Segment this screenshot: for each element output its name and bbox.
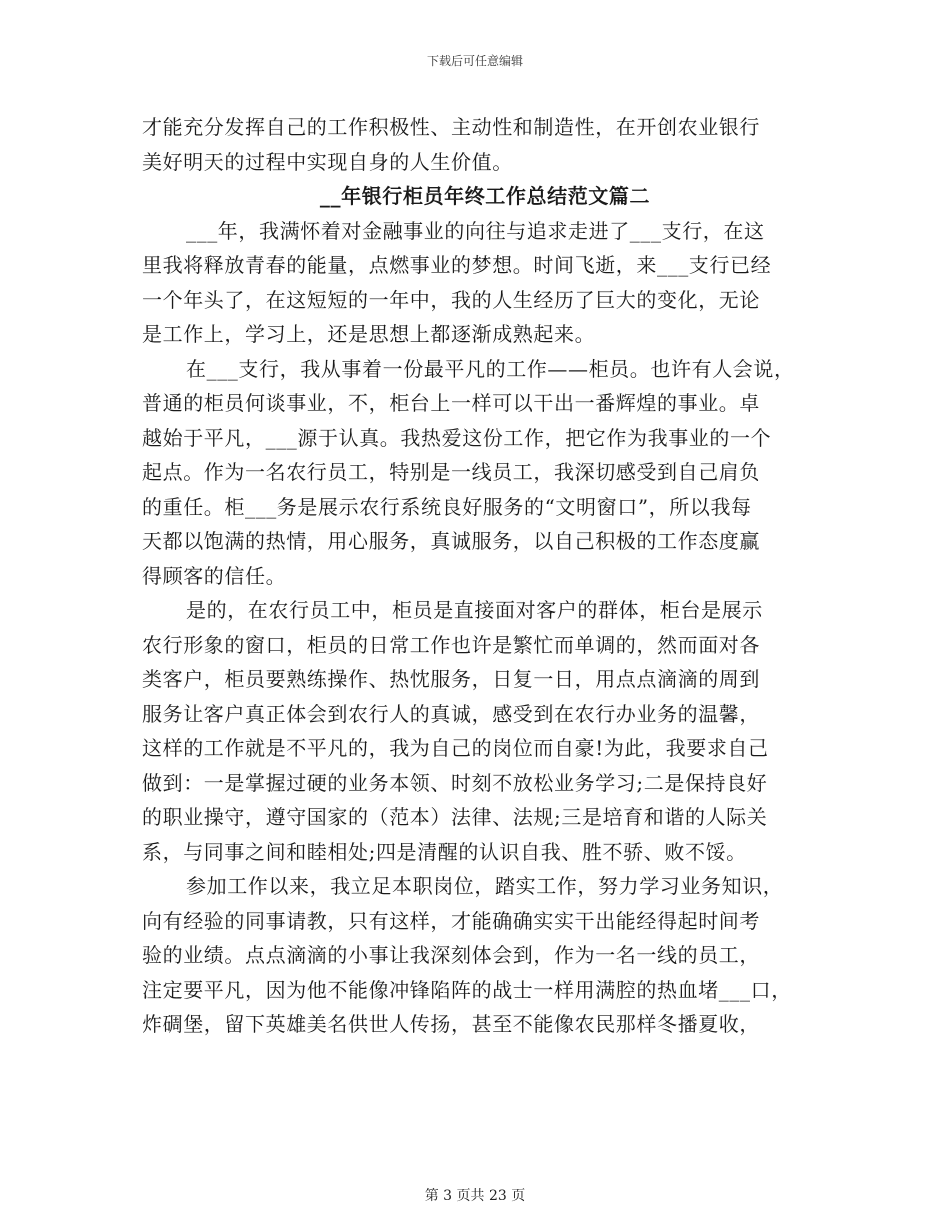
text-line: 这样的工作就是不平凡的，我为自己的岗位而自豪!为此，我要求自己 [142, 736, 769, 760]
text-line: 的职业操守，遵守国家的（范本）法律、法规;三是培育和谐的人际关 [142, 805, 768, 829]
text-line: ___年，我满怀着对金融事业的向往与追求走进了___支行，在这 [186, 218, 765, 243]
text-line: 美好明天的过程中实现自身的人生价值。 [142, 149, 513, 174]
text-line: 农行形象的窗口，柜员的日常工作也许是繁忙而单调的，然而面对各 [142, 632, 760, 657]
paragraph [142, 593, 842, 869]
text-line: 系，与同事之间和睦相处;四是清醒的认识自我、胜不骄、败不馁。 [142, 839, 747, 864]
text-line: 注定要平凡，因为他不能像冲锋陷阵的战士一样用满腔的热血堵___口， [142, 977, 792, 1002]
paragraph [142, 352, 842, 594]
text-line: 天都以饱满的热情，用心服务，真诚服务，以自己积极的工作态度赢 [142, 529, 760, 553]
text-line: 炸碉堡，留下英雄美名供世人传扬，甚至不能像农民那样冬播夏收， [142, 1012, 760, 1036]
text-line: 的重任。柜___务是展示农行系统良好服务的“文明窗口”，所以我每 [142, 494, 752, 519]
paragraph [142, 214, 842, 352]
text-line: 服务让客户真正体会到农行人的真诚，感受到在农行办业务的温馨， [142, 701, 760, 726]
text-line: 起点。作为一名农行员工，特别是一线员工，我深切感受到自己肩负 [142, 460, 760, 484]
text-line: 验的业绩。点点滴滴的小事让我深刻体会到，作为一名一线的员工， [142, 943, 760, 967]
text-line: 里我将释放青春的能量，点燃事业的梦想。时间飞逝，来___支行已经 [142, 253, 772, 277]
page-header: 下载后可任意编辑 [426, 54, 523, 68]
text-line: 才能充分发挥自己的工作积极性、主动性和制造性，在开创农业银行 [142, 115, 760, 139]
text-line: 得顾客的信任。 [142, 563, 287, 588]
page-footer: 第 3 页共 23 页 [424, 1188, 526, 1204]
text-line: 是工作上，学习上，还是思想上都逐渐成熟起来。 [142, 322, 596, 346]
text-line: 做到：一是掌握过硬的业务本领、时刻不放松业务学习;二是保持良好 [142, 770, 768, 795]
paragraph [142, 869, 842, 1042]
document-body [142, 110, 842, 1042]
text-line: 参加工作以来，我立足本职岗位，踏实工作，努力学习业务知识， [186, 874, 784, 898]
text-line: 是的，在农行员工中，柜员是直接面对客户的群体，柜台是展示 [186, 598, 763, 622]
text-line: 越始于平凡，___源于认真。我热爱这份工作，把它作为我事业的一个 [142, 425, 772, 450]
text-line: 普通的柜员何谈事业，不，柜台上一样可以干出一番辉煌的事业。卓 [142, 391, 760, 415]
text-line: 类客户，柜员要熟练操作、热忱服务，日复一日，用点点滴滴的周到 [142, 667, 760, 691]
section-title: __年银行柜员年终工作总结范文篇二 [319, 184, 651, 208]
text-line: 在___支行，我从事着一份最平凡的工作——柜员。也许有人会说， [186, 356, 795, 381]
text-line: 一个年头了，在这短短的一年中，我的人生经历了巨大的变化，无论 [142, 287, 760, 312]
text-line: 向有经验的同事请教，只有这样，才能确确实实干出能经得起时间考 [142, 908, 760, 933]
